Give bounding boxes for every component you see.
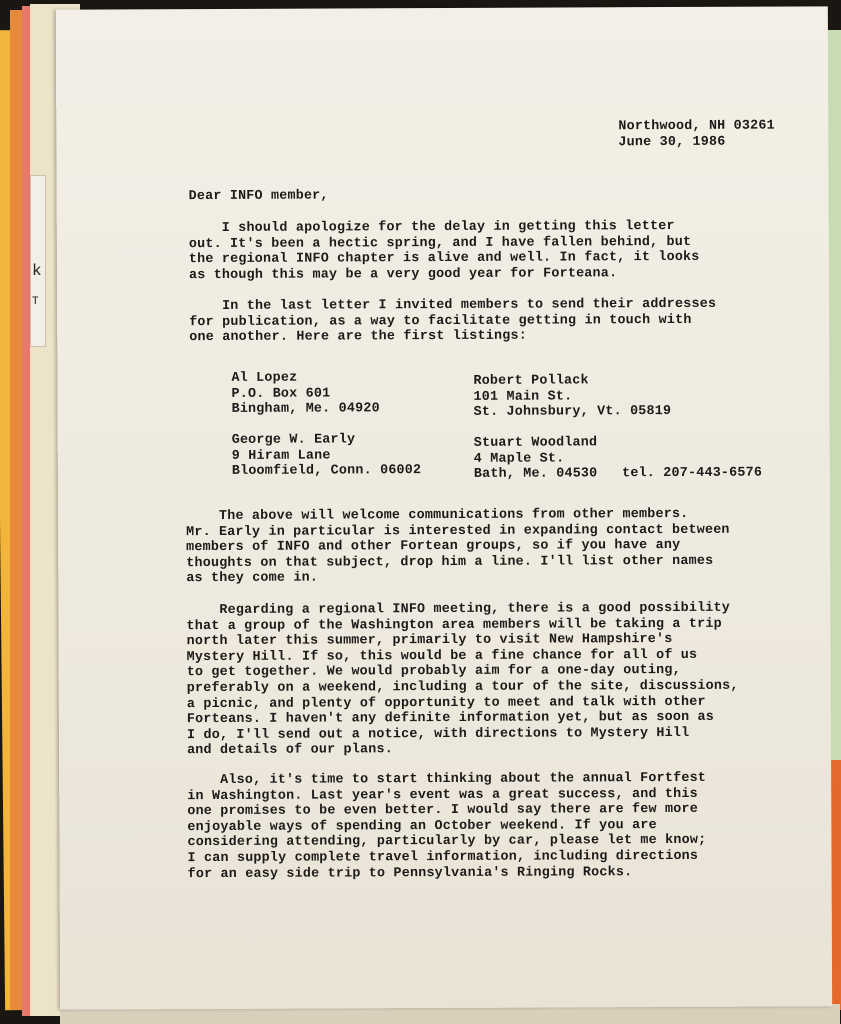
listing-name: George W. Early xyxy=(231,432,356,448)
paragraph-line: Mystery Hill. If so, this would be a fine chance for all of us xyxy=(186,647,698,665)
paragraph-apology xyxy=(189,219,700,284)
paragraph-line: I do, I'll send out a notice, with directions to Mystery Hill xyxy=(186,725,690,743)
listing-name: Stuart Woodland xyxy=(473,435,598,451)
paragraph-line: that a group of the Washington area members will be taking a trip xyxy=(186,616,722,634)
paragraph-line: one promises to be even better. I would say there are few more xyxy=(187,802,698,820)
paragraph-line: north later this summer, primarily to visit New Hampshire's xyxy=(186,632,673,650)
listing-address-line: 101 Main St. xyxy=(473,389,573,405)
listing-address-line: Bath, Me. 04530 tel. 207-443-6576 xyxy=(473,465,763,483)
paragraph-line: for an easy side trip to Pennsylvania's Ringing Rocks. xyxy=(187,864,633,882)
listing-name: Robert Pollack xyxy=(473,373,589,389)
listing-address-line: Bloomfield, Conn. 06002 xyxy=(231,463,422,480)
paragraph-line: Regarding a regional INFO meeting, there is a good possibility xyxy=(186,600,731,619)
paragraph-line: a picnic, and plenty of opportunity to meet and talk with other xyxy=(186,694,706,712)
paragraph-line: out. It's been a hectic spring, and I have fallen behind, but xyxy=(188,234,692,252)
underlying-page-edge xyxy=(30,175,46,347)
listing-address-line: 4 Maple St. xyxy=(473,451,565,467)
paragraph-line: the regional INFO chapter is alive and well. In fact, it looks xyxy=(188,250,700,268)
listing-robert-pollack xyxy=(473,373,671,421)
letter-date: June 30, 1986 xyxy=(618,134,726,151)
sender-location: Northwood, NH 03261 xyxy=(618,118,775,135)
salutation: Dear INFO member, xyxy=(188,188,329,205)
listing-name: Al Lopez xyxy=(231,370,298,386)
paragraph-line: thoughts on that subject, drop him a line. I'll list other names xyxy=(186,553,714,571)
edge-letter-k: k xyxy=(32,262,42,280)
paragraph-line: considering attending, particularly by car, please let me know; xyxy=(187,833,707,851)
paragraph-line: In the last letter I invited members to send their addresses xyxy=(189,296,717,315)
listing-al-lopez xyxy=(231,370,379,417)
listing-stuart-woodland xyxy=(474,435,762,483)
listing-address-line: P.O. Box 601 xyxy=(231,386,331,402)
paragraph-line: one another. Here are the first listings: xyxy=(189,328,527,346)
paragraph-line: I should apologize for the delay in getting this letter xyxy=(188,218,675,237)
paragraph-line: to get together. We would probably aim for a one-day outing, xyxy=(186,663,681,681)
paragraph-fortfest xyxy=(187,771,706,882)
paragraph-line: as they come in. xyxy=(186,570,319,587)
paragraph-line: Mr. Early in particular is interested in expanding contact between xyxy=(186,522,730,540)
edge-letter-t: T xyxy=(32,296,39,308)
listing-george-early xyxy=(232,432,422,480)
paragraph-line: in Washington. Last year's event was a great success, and this xyxy=(187,786,698,804)
listing-address-line: Bingham, Me. 04920 xyxy=(231,401,380,418)
paragraph-line: Also, it's time to start thinking about the annual Fortfest xyxy=(187,770,707,789)
paragraph-line: I can supply complete travel information, including directions xyxy=(187,848,699,867)
paragraph-communications xyxy=(186,507,730,587)
paragraph-regional-meeting xyxy=(186,601,738,759)
listing-address-line: 9 Hiram Lane xyxy=(231,448,331,464)
paragraph-line: Forteans. I haven't any definite information yet, but as soon as xyxy=(186,709,715,728)
paragraph-line: enjoyable ways of spending an October weekend. If you are xyxy=(187,817,657,835)
paragraph-listings-intro xyxy=(189,297,716,346)
paragraph-line: for publication, as a way to facilitate getting in touch with xyxy=(189,312,692,330)
paragraph-line: members of INFO and other Fortean groups, so if you have any xyxy=(186,538,681,556)
paragraph-line: as though this may be a very good year for Forteana. xyxy=(188,266,618,283)
paragraph-line: and details of our plans. xyxy=(187,742,393,759)
listing-address-line: St. Johnsbury, Vt. 05819 xyxy=(473,404,672,421)
paragraph-line: preferably on a weekend, including a tour of the site, discussions, xyxy=(186,678,739,697)
paragraph-line: The above will welcome communications from other members. xyxy=(186,506,689,525)
letter-page xyxy=(56,6,832,1009)
